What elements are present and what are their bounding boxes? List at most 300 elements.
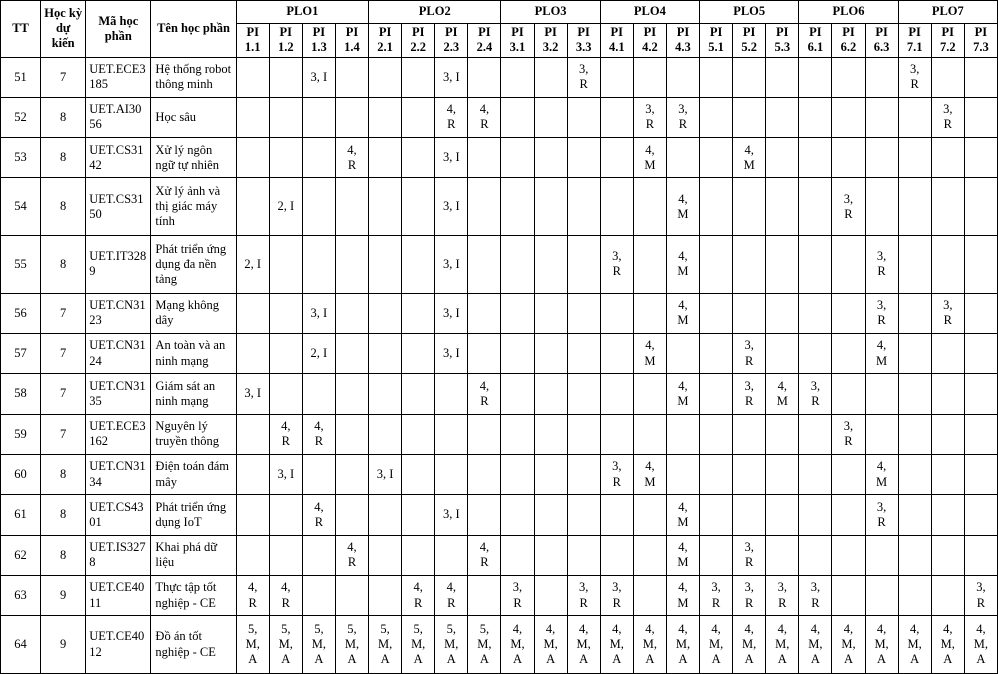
pi-value-cell bbox=[402, 334, 435, 374]
pi-value-cell bbox=[700, 178, 733, 236]
pi-value-cell bbox=[567, 138, 600, 178]
pi-value-cell bbox=[865, 535, 898, 575]
course-name-cell: An toàn và an ninh mạng bbox=[151, 334, 236, 374]
course-name-cell: Khai phá dữ liệu bbox=[151, 535, 236, 575]
pi-value-cell: 4, M bbox=[865, 454, 898, 494]
pi-value-cell bbox=[468, 293, 501, 333]
tt-cell: 61 bbox=[1, 495, 41, 535]
pi-header: PI 6.2 bbox=[832, 24, 865, 58]
pi-value-cell: 5, M, A bbox=[335, 616, 368, 674]
pi-value-cell bbox=[501, 495, 534, 535]
pi-value-cell bbox=[534, 178, 567, 236]
pi-value-cell bbox=[832, 575, 865, 615]
pi-value-cell bbox=[402, 138, 435, 178]
pi-value-cell bbox=[700, 414, 733, 454]
pi-value-cell bbox=[269, 535, 302, 575]
pi-value-cell: 4, M, A bbox=[567, 616, 600, 674]
pi-value-cell bbox=[733, 236, 766, 294]
pi-value-cell bbox=[898, 97, 931, 137]
pi-value-cell: 3, R bbox=[832, 414, 865, 454]
semester-cell: 8 bbox=[41, 178, 86, 236]
pi-value-cell bbox=[931, 454, 964, 494]
pi-value-cell bbox=[369, 293, 402, 333]
pi-value-cell bbox=[766, 454, 799, 494]
pi-header: PI 7.2 bbox=[931, 24, 964, 58]
pi-header: PI 2.4 bbox=[468, 24, 501, 58]
pi-value-cell bbox=[964, 138, 997, 178]
pi-value-cell bbox=[567, 334, 600, 374]
pi-value-cell bbox=[733, 178, 766, 236]
pi-value-cell bbox=[435, 535, 468, 575]
pi-value-cell bbox=[402, 454, 435, 494]
semester-cell: 7 bbox=[41, 414, 86, 454]
course-code-header: Mã học phần bbox=[86, 1, 151, 58]
pi-value-cell bbox=[865, 374, 898, 414]
pi-value-cell bbox=[600, 414, 633, 454]
pi-value-cell bbox=[766, 97, 799, 137]
pi-value-cell bbox=[832, 57, 865, 97]
pi-value-cell bbox=[269, 495, 302, 535]
pi-value-cell bbox=[369, 495, 402, 535]
pi-value-cell bbox=[700, 334, 733, 374]
semester-cell: 8 bbox=[41, 138, 86, 178]
pi-value-cell: 4, M, A bbox=[964, 616, 997, 674]
pi-value-cell bbox=[501, 374, 534, 414]
pi-value-cell bbox=[600, 97, 633, 137]
pi-value-cell: 3, I bbox=[435, 57, 468, 97]
pi-value-cell bbox=[302, 97, 335, 137]
tt-header: TT bbox=[1, 1, 41, 58]
pi-value-cell bbox=[567, 178, 600, 236]
course-code-cell: UET.IS3278 bbox=[86, 535, 151, 575]
table-row bbox=[1, 616, 998, 674]
pi-value-cell: 3, I bbox=[269, 454, 302, 494]
pi-value-cell: 3, R bbox=[964, 575, 997, 615]
course-code-cell: UET.CN3124 bbox=[86, 334, 151, 374]
semester-cell: 8 bbox=[41, 97, 86, 137]
course-name-header: Tên học phần bbox=[151, 1, 236, 58]
pi-value-cell bbox=[733, 414, 766, 454]
course-code-cell: UET.CS3142 bbox=[86, 138, 151, 178]
pi-value-cell: 4, R bbox=[468, 97, 501, 137]
pi-value-cell bbox=[468, 495, 501, 535]
pi-value-cell bbox=[534, 293, 567, 333]
pi-value-cell bbox=[832, 138, 865, 178]
pi-header: PI 7.3 bbox=[964, 24, 997, 58]
pi-value-cell bbox=[666, 454, 699, 494]
pi-value-cell: 4, M, A bbox=[931, 616, 964, 674]
pi-value-cell bbox=[799, 97, 832, 137]
pi-value-cell bbox=[666, 334, 699, 374]
pi-value-cell bbox=[898, 575, 931, 615]
pi-value-cell bbox=[468, 414, 501, 454]
pi-value-cell bbox=[799, 334, 832, 374]
pi-value-cell bbox=[369, 178, 402, 236]
pi-value-cell: 3, R bbox=[700, 575, 733, 615]
pi-value-cell bbox=[335, 575, 368, 615]
pi-value-cell: 4, M, A bbox=[766, 616, 799, 674]
pi-value-cell: 3, R bbox=[832, 178, 865, 236]
semester-cell: 7 bbox=[41, 374, 86, 414]
pi-value-cell: 2, I bbox=[302, 334, 335, 374]
pi-value-cell bbox=[733, 495, 766, 535]
pi-value-cell bbox=[633, 414, 666, 454]
pi-value-cell bbox=[335, 454, 368, 494]
plo-group-header-plo5: PLO5 bbox=[700, 1, 799, 24]
pi-value-cell bbox=[931, 495, 964, 535]
pi-value-cell bbox=[468, 575, 501, 615]
pi-value-cell: 3, R bbox=[600, 454, 633, 494]
pi-value-cell bbox=[369, 374, 402, 414]
table-row bbox=[1, 414, 998, 454]
table-row bbox=[1, 97, 998, 137]
tt-cell: 60 bbox=[1, 454, 41, 494]
pi-value-cell bbox=[633, 293, 666, 333]
pi-value-cell bbox=[567, 374, 600, 414]
pi-value-cell: 4, R bbox=[269, 414, 302, 454]
pi-value-cell bbox=[964, 334, 997, 374]
pi-value-cell bbox=[269, 57, 302, 97]
tt-cell: 59 bbox=[1, 414, 41, 454]
pi-value-cell: 3, I bbox=[236, 374, 269, 414]
pi-value-cell: 4, M, A bbox=[733, 616, 766, 674]
pi-value-cell bbox=[302, 374, 335, 414]
pi-value-cell bbox=[898, 138, 931, 178]
plo-group-header-plo3: PLO3 bbox=[501, 1, 600, 24]
pi-value-cell bbox=[435, 414, 468, 454]
semester-cell: 7 bbox=[41, 334, 86, 374]
pi-value-cell: 3, R bbox=[600, 236, 633, 294]
pi-value-cell bbox=[369, 575, 402, 615]
pi-value-cell bbox=[302, 575, 335, 615]
course-code-cell: UET.CS4301 bbox=[86, 495, 151, 535]
course-name-cell: Đồ án tốt nghiệp - CE bbox=[151, 616, 236, 674]
pi-value-cell bbox=[236, 495, 269, 535]
course-name-cell: Phát triển ứng dụng IoT bbox=[151, 495, 236, 535]
pi-value-cell bbox=[501, 138, 534, 178]
pi-header: PI 1.2 bbox=[269, 24, 302, 58]
pi-value-cell: 4, M, A bbox=[799, 616, 832, 674]
pi-value-cell bbox=[931, 575, 964, 615]
pi-value-cell: 3, R bbox=[898, 57, 931, 97]
pi-value-cell bbox=[700, 374, 733, 414]
course-code-cell: UET.ECE3162 bbox=[86, 414, 151, 454]
pi-value-cell bbox=[799, 454, 832, 494]
pi-value-cell bbox=[435, 454, 468, 494]
tt-cell: 54 bbox=[1, 178, 41, 236]
pi-value-cell bbox=[435, 374, 468, 414]
pi-value-cell: 3, R bbox=[865, 236, 898, 294]
pi-value-cell bbox=[766, 535, 799, 575]
pi-value-cell bbox=[369, 138, 402, 178]
semester-cell: 7 bbox=[41, 293, 86, 333]
pi-value-cell bbox=[799, 414, 832, 454]
pi-value-cell bbox=[799, 236, 832, 294]
pi-value-cell: 3, R bbox=[931, 97, 964, 137]
tt-cell: 52 bbox=[1, 97, 41, 137]
pi-value-cell bbox=[269, 97, 302, 137]
course-name-cell: Hệ thống robot thông minh bbox=[151, 57, 236, 97]
pi-header: PI 7.1 bbox=[898, 24, 931, 58]
pi-value-cell bbox=[269, 334, 302, 374]
pi-value-cell bbox=[898, 454, 931, 494]
table-row bbox=[1, 454, 998, 494]
pi-value-cell bbox=[501, 535, 534, 575]
pi-value-cell bbox=[335, 236, 368, 294]
pi-value-cell bbox=[534, 374, 567, 414]
pi-value-cell bbox=[964, 374, 997, 414]
pi-value-cell bbox=[700, 236, 733, 294]
pi-value-cell bbox=[302, 236, 335, 294]
pi-value-cell: 4, R bbox=[269, 575, 302, 615]
pi-value-cell bbox=[633, 535, 666, 575]
pi-value-cell: 4, R bbox=[468, 374, 501, 414]
pi-value-cell: 3, I bbox=[302, 57, 335, 97]
pi-header: PI 3.3 bbox=[567, 24, 600, 58]
pi-value-cell bbox=[600, 495, 633, 535]
pi-value-cell bbox=[865, 414, 898, 454]
table-header bbox=[1, 1, 998, 58]
pi-value-cell bbox=[931, 374, 964, 414]
course-name-cell: Giám sát an ninh mạng bbox=[151, 374, 236, 414]
pi-value-cell bbox=[766, 138, 799, 178]
course-code-cell: UET.ECE3185 bbox=[86, 57, 151, 97]
pi-value-cell bbox=[733, 57, 766, 97]
pi-value-cell bbox=[335, 334, 368, 374]
pi-value-cell: 2, I bbox=[236, 236, 269, 294]
pi-value-cell: 5, M, A bbox=[435, 616, 468, 674]
pi-header: PI 1.4 bbox=[335, 24, 368, 58]
course-name-cell: Xử lý ảnh và thị giác máy tính bbox=[151, 178, 236, 236]
course-code-cell: UET.CE4011 bbox=[86, 575, 151, 615]
pi-value-cell bbox=[964, 454, 997, 494]
pi-value-cell bbox=[799, 495, 832, 535]
pi-value-cell bbox=[567, 97, 600, 137]
pi-value-cell bbox=[335, 495, 368, 535]
course-name-cell: Phát triển ứng dụng đa nền tảng bbox=[151, 236, 236, 294]
pi-value-cell: 3, I bbox=[435, 236, 468, 294]
pi-value-cell bbox=[468, 57, 501, 97]
pi-value-cell bbox=[766, 178, 799, 236]
pi-value-cell bbox=[799, 138, 832, 178]
pi-value-cell bbox=[766, 236, 799, 294]
pi-value-cell bbox=[369, 97, 402, 137]
pi-value-cell bbox=[666, 138, 699, 178]
pi-value-cell bbox=[633, 575, 666, 615]
pi-value-cell bbox=[236, 535, 269, 575]
course-code-cell: UET.IT3289 bbox=[86, 236, 151, 294]
pi-value-cell bbox=[964, 97, 997, 137]
pi-value-cell bbox=[236, 97, 269, 137]
table-row bbox=[1, 575, 998, 615]
pi-value-cell: 4, M bbox=[733, 138, 766, 178]
pi-header: PI 3.2 bbox=[534, 24, 567, 58]
pi-value-cell bbox=[832, 374, 865, 414]
pi-value-cell bbox=[600, 178, 633, 236]
table-row bbox=[1, 293, 998, 333]
pi-value-cell bbox=[534, 454, 567, 494]
pi-value-cell bbox=[964, 236, 997, 294]
pi-value-cell bbox=[766, 293, 799, 333]
pi-value-cell bbox=[236, 454, 269, 494]
pi-value-cell bbox=[799, 57, 832, 97]
semester-cell: 8 bbox=[41, 454, 86, 494]
pi-value-cell bbox=[633, 236, 666, 294]
pi-value-cell bbox=[402, 236, 435, 294]
pi-value-cell: 3, R bbox=[799, 374, 832, 414]
pi-value-cell: 2, I bbox=[269, 178, 302, 236]
pi-value-cell: 3, R bbox=[799, 575, 832, 615]
pi-header: PI 1.1 bbox=[236, 24, 269, 58]
pi-value-cell bbox=[766, 495, 799, 535]
pi-value-cell bbox=[534, 535, 567, 575]
table-row bbox=[1, 495, 998, 535]
pi-value-cell: 4, M bbox=[666, 293, 699, 333]
pi-value-cell: 4, M, A bbox=[898, 616, 931, 674]
pi-value-cell bbox=[501, 236, 534, 294]
semester-cell: 9 bbox=[41, 575, 86, 615]
pi-value-cell bbox=[501, 178, 534, 236]
pi-value-cell bbox=[865, 138, 898, 178]
tt-cell: 55 bbox=[1, 236, 41, 294]
pi-value-cell: 4, M bbox=[666, 535, 699, 575]
pi-header: PI 3.1 bbox=[501, 24, 534, 58]
pi-value-cell bbox=[700, 495, 733, 535]
course-code-cell: UET.CE4012 bbox=[86, 616, 151, 674]
pi-value-cell: 4, M bbox=[633, 454, 666, 494]
pi-value-cell: 3, I bbox=[435, 293, 468, 333]
pi-value-cell bbox=[567, 236, 600, 294]
pi-value-cell bbox=[898, 236, 931, 294]
pi-value-cell bbox=[898, 535, 931, 575]
plo-group-header-plo1: PLO1 bbox=[236, 1, 368, 24]
pi-value-cell bbox=[269, 293, 302, 333]
pi-value-cell bbox=[832, 454, 865, 494]
pi-value-cell: 3, I bbox=[435, 178, 468, 236]
pi-value-cell bbox=[600, 374, 633, 414]
pi-value-cell: 4, R bbox=[236, 575, 269, 615]
pi-value-cell bbox=[633, 495, 666, 535]
pi-value-cell bbox=[865, 57, 898, 97]
pi-value-cell: 3, R bbox=[733, 535, 766, 575]
pi-value-cell bbox=[799, 178, 832, 236]
pi-value-cell bbox=[534, 414, 567, 454]
pi-value-cell: 4, M bbox=[865, 334, 898, 374]
pi-value-cell bbox=[865, 575, 898, 615]
pi-value-cell bbox=[236, 178, 269, 236]
pi-value-cell bbox=[964, 535, 997, 575]
pi-value-cell bbox=[302, 454, 335, 494]
pi-value-cell: 4, R bbox=[302, 414, 335, 454]
pi-value-cell bbox=[369, 414, 402, 454]
pi-value-cell bbox=[931, 414, 964, 454]
pi-value-cell: 3, I bbox=[435, 138, 468, 178]
pi-value-cell bbox=[766, 334, 799, 374]
semester-cell: 8 bbox=[41, 236, 86, 294]
pi-value-cell bbox=[501, 97, 534, 137]
pi-value-cell: 4, M bbox=[666, 178, 699, 236]
table-body bbox=[1, 57, 998, 674]
pi-value-cell bbox=[567, 454, 600, 494]
pi-value-cell bbox=[633, 178, 666, 236]
pi-value-cell bbox=[402, 293, 435, 333]
pi-value-cell: 4, M, A bbox=[534, 616, 567, 674]
table-row bbox=[1, 236, 998, 294]
pi-value-cell bbox=[335, 178, 368, 236]
pi-value-cell bbox=[832, 97, 865, 137]
pi-value-cell bbox=[567, 535, 600, 575]
pi-value-cell: 4, M, A bbox=[633, 616, 666, 674]
pi-value-cell: 3, R bbox=[633, 97, 666, 137]
pi-value-cell bbox=[832, 535, 865, 575]
pi-value-cell bbox=[964, 414, 997, 454]
pi-value-cell bbox=[501, 334, 534, 374]
pi-value-cell bbox=[700, 454, 733, 494]
pi-value-cell: 3, R bbox=[733, 575, 766, 615]
pi-value-cell bbox=[600, 293, 633, 333]
pi-value-cell: 4, M bbox=[666, 575, 699, 615]
pi-value-cell bbox=[269, 374, 302, 414]
table-row bbox=[1, 334, 998, 374]
pi-value-cell bbox=[799, 293, 832, 333]
pi-value-cell bbox=[236, 334, 269, 374]
pi-value-cell: 3, R bbox=[567, 575, 600, 615]
pi-value-cell bbox=[931, 236, 964, 294]
pi-value-cell bbox=[964, 178, 997, 236]
pi-value-cell: 4, R bbox=[402, 575, 435, 615]
semester-cell: 8 bbox=[41, 495, 86, 535]
pi-value-cell: 3, R bbox=[733, 334, 766, 374]
pi-value-cell: 4, R bbox=[302, 495, 335, 535]
pi-value-cell bbox=[931, 57, 964, 97]
pi-value-cell bbox=[369, 57, 402, 97]
pi-value-cell: 4, R bbox=[468, 535, 501, 575]
pi-value-cell bbox=[766, 57, 799, 97]
pi-value-cell bbox=[898, 495, 931, 535]
pi-value-cell bbox=[302, 535, 335, 575]
pi-value-cell bbox=[534, 495, 567, 535]
pi-header: PI 2.3 bbox=[435, 24, 468, 58]
pi-value-cell bbox=[865, 178, 898, 236]
pi-value-cell bbox=[534, 334, 567, 374]
pi-value-cell bbox=[898, 334, 931, 374]
semester-cell: 8 bbox=[41, 535, 86, 575]
pi-value-cell bbox=[700, 138, 733, 178]
pi-header: PI 1.3 bbox=[302, 24, 335, 58]
pi-value-cell bbox=[501, 454, 534, 494]
pi-value-cell bbox=[832, 495, 865, 535]
pi-value-cell bbox=[799, 535, 832, 575]
pi-value-cell bbox=[302, 178, 335, 236]
pi-value-cell: 4, R bbox=[435, 575, 468, 615]
pi-value-cell bbox=[468, 454, 501, 494]
plo-group-header-plo4: PLO4 bbox=[600, 1, 699, 24]
pi-value-cell: 4, M bbox=[666, 236, 699, 294]
pi-value-cell bbox=[633, 57, 666, 97]
pi-value-cell: 3, R bbox=[567, 57, 600, 97]
pi-value-cell: 5, M, A bbox=[402, 616, 435, 674]
pi-value-cell bbox=[567, 293, 600, 333]
pi-value-cell bbox=[369, 236, 402, 294]
pi-value-cell bbox=[931, 334, 964, 374]
pi-value-cell bbox=[700, 97, 733, 137]
pi-value-cell: 3, R bbox=[865, 495, 898, 535]
pi-value-cell: 4, M bbox=[766, 374, 799, 414]
pi-value-cell bbox=[501, 414, 534, 454]
pi-value-cell bbox=[567, 495, 600, 535]
pi-value-cell: 3, I bbox=[302, 293, 335, 333]
pi-value-cell bbox=[302, 138, 335, 178]
